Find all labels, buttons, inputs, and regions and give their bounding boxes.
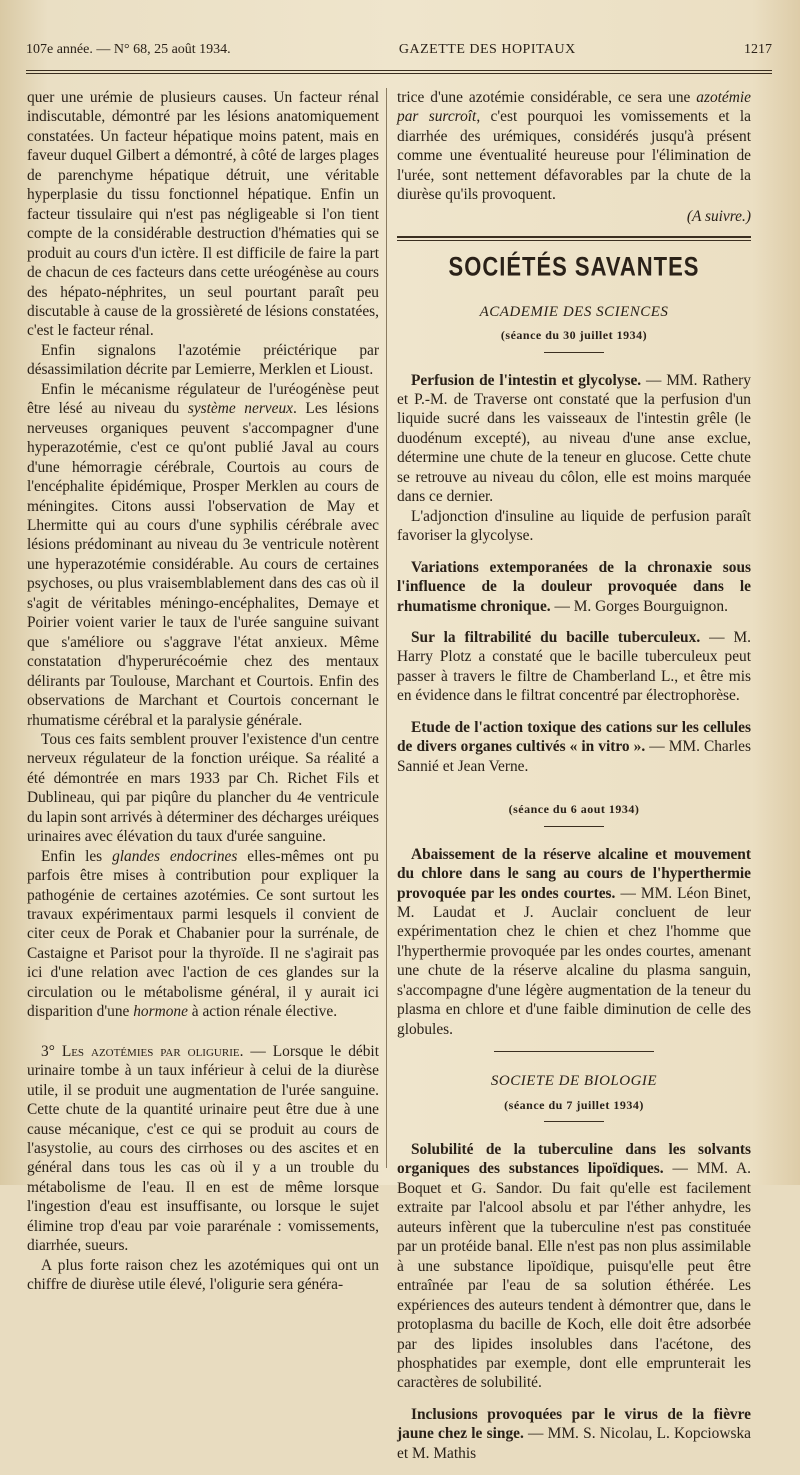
biologie-heading: SOCIETE DE BIOLOGIE — [490, 1073, 658, 1090]
column-divider — [386, 88, 387, 1168]
separator-rule — [494, 1051, 654, 1052]
report-entry: Perfusion de l'intestin et glycolyse. — MM. Rathery et P.-M. de Traverse ont constaté que la perfusion d'un liquide sucré dans les vaisseaux de l'intestin grêle (le duodénum excepté), au niveau d'une anse exclue, détermine une chute de la teneur en glucose. Cette chute se retrouve au niveau du côlon, elle est moins marquée dans ce dernier. — [397, 371, 751, 506]
report-entry: Etude de l'action toxique des cations sur les cellules de divers organes cultivés « in vitro ». — MM. Charles Sannié et Jean Verne. — [397, 718, 751, 775]
running-header — [26, 42, 772, 64]
seance-date: (séance du 30 juillet 1934) — [500, 328, 648, 343]
seance-date: (séance du 7 juillet 1934) — [504, 1097, 644, 1112]
report-entry: Sur la filtrabilité du bacille tuberculeux. — M. Harry Plotz a constaté que le bacille tuberculeux peut passer à travers le filtre de Chamberland L., et être mis en évidence dans le filtrat concentré par électrophorèse. — [397, 628, 751, 705]
header-rule — [26, 70, 772, 74]
report-entry: Abaissement de la réserve alcaline et mouvement du chlore dans le sang au cours de l'hyperthermie provoquée par les ondes courtes. — MM. Léon Binet, M. Laudat et J. Auclair concluent de leur expérimentation chez le chien et chez l'homme que l'hyperthermie provoquée par les ondes courtes, amenant une chute de la réserve alcaline du plasma sanguin, s'accompagne d'une légère augmentation de la teneur du plasma en chlore et d'une faible diminution de celle des globules. — [397, 845, 751, 1038]
report-entry-continued: L'adjonction d'insuline au liquide de perfusion paraît favoriser la glycolyse. — [397, 507, 751, 545]
report-entry: Inclusions provoquées par le virus de la fièvre jaune chez le singe. — MM. S. Nicolau, L. Kopciowska et M. Mathis — [397, 1405, 751, 1462]
paragraph: Enfin le mécanisme régulateur de l'uréogénèse peut être lésé au niveau du système nerveux. Les lésions nerveuses organiques peuvent s'accompagner d'une hyperazotémie, c'est ce qu'ont publié Javal au cours d'une hémorragie cérébrale, Courtois au cours de l'encéphalite épidémique, Prosper Merklen au cours de méningites. Citons aussi l'observation de May et Lhermitte qui au cours d'une syphilis cérébrale avec lésions prédominant au niveau du 3e ventricule notèrent une hyperazotémie considérable. Au cours de certaines psychoses, ou plus vraisemblablement dans des cas où il s'agit de véritables méningo-encéphalites, Demaye et Poirier voient varier le taux de l'urée sanguine suivant que s'améliore ou s'aggrave l'état anxieux. Même constatation d'hyperurécoémie chez des mentaux délirants par Toulouse, Marchant et Courtois. Enfin des observations de Marchant et Courtois concernant le rhumatisme cérébral et la paralysie générale. — [27, 380, 379, 729]
short-rule — [544, 1121, 604, 1122]
paragraph: A plus forte raison chez les azotémiques qui ont un chiffre de diurèse utile élevé, l'oligurie sera généra- — [27, 1256, 379, 1294]
academie-heading: ACADEMIE DES SCIENCES — [479, 303, 669, 320]
right-column — [397, 88, 751, 1475]
seance-date: (séance du 6 aout 1934) — [508, 802, 640, 817]
section-title: SOCIÉTÉS SAVANTES — [448, 251, 700, 282]
report-entry: Solubilité de la tuberculine dans les solvants organiques des substances lipoïdiques. — MM. A. Boquet et G. Sandor. Du fait qu'elle est facilement extraite par l'alcool absolu et par l'éther anhydre, les auteurs infèrent que la tuberculine n'est pas constituée par un protéide banal. Elle n'est pas non plus assimilable à une substance lipoïdique, puisqu'elle peut être entraînée par l'eau de sa solution éthérée. Les expériences des auteurs tendent à démontrer que, dans le protoplasma du bacille de Koch, elle doit être adsorbée par des lipides insolubles dans l'acétone, des phosphatides par exemple, dont elle emprunterait les caractères de solubilité. — [397, 1141, 751, 1392]
paragraph: 3° Les azotémies par oligurie. — Lorsque le débit urinaire tombe à un taux inférieur à celui de la diurèse utile, il se produit une augmentation de l'urée sanguine. Cette chute de la quantité urinaire peut être due à une cause mécanique, c'est ce qui se produit au cours de l'asystolie, au cours des cirrhoses ou des ascites et en général dans tous les cas où il y a un trouble du métabolisme de l'eau. Il en est de même lorsque l'ingestion d'eau est insuffisante, ou lorsque le sujet élimine trop d'eau par voie pararénale : vomissements, diarrhée, sueurs. — [27, 1042, 379, 1255]
short-rule — [544, 352, 604, 353]
report-entry: Variations extemporanées de la chronaxie sous l'influence de la douleur provoquée dans le rhumatisme chronique. — M. Gorges Bourguignon. — [397, 558, 751, 615]
left-column — [27, 88, 379, 1295]
paragraph: Enfin signalons l'azotémie préictérique par désassimilation décrite par Lemierre, Merklen et Lioust. — [27, 341, 379, 379]
short-rule — [544, 826, 604, 827]
page-number: 1217 — [744, 42, 772, 57]
paragraph: Enfin les glandes endocrines elles-mêmes ont pu parfois être mises à contribution pour expliquer la pathogénie de certaines azotémies. Ce sont surtout les travaux expérimentaux parmi lesquels il convient de citer ceux de Porak et Chabanier pour la surrénale, de Castaigne et Parisot pour la thyroïde. Il ne s'agirait pas ici d'une relation avec l'action de ces glandes sur la circulation ou le métabolisme général, il y aurait ici disparition d'une hormone à action rénale élective. — [27, 847, 379, 1021]
paragraph: quer une urémie de plusieurs causes. Un facteur rénal indiscutable, démontré par les lésions anatomiquement constatées. Un facteur hépatique moins patent, mais en faveur duquel Gilbert a démontré, à côté de larges plages de parenchyme hépatique détruit, une véritable hyperplasie du tissu fonctionnel hépatique. Enfin un facteur tissulaire qui n'est pas négligeable si l'on tient compte de la considérable destruction d'hématies qui se produit au cours d'un ictère. Il est difficile de faire la part de chacun de ces facteurs dans cette uréogénèse au cours des hépato-néphrites, un seul pourtant paraît peu discutable à cause de la grossièreté de lésions constatées, c'est le facteur rénal. — [27, 89, 379, 340]
paragraph: trice d'une azotémie considérable, ce sera une azotémie par surcroît, c'est pourquoi les vomissements et la diarrhée des urémiques, considérés jusqu'à présent comme une éventualité heureuse pour l'élimination de l'urée, sont nettement défavorables par la chute de la diurèse qu'ils provoquent. — [397, 89, 752, 204]
paragraph: Tous ces faits semblent prouver l'existence d'un centre nerveux régulateur de la fonction uréique. Sa réalité a été démontrée en mars 1933 par Ch. Richet Fils et Dublineau, qui par piqûre du plancher du 4e ventricule du lapin sont arrivés à déterminer des décharges uréiques urinaires avec élévation du taux d'urée sanguine. — [27, 730, 379, 846]
section-rule — [397, 236, 751, 241]
issue-info: 107e année. — N° 68, 25 août 1934. — [26, 42, 231, 57]
to-be-continued: (A suivre.) — [686, 207, 751, 225]
journal-title: GAZETTE DES HOPITAUX — [398, 42, 576, 57]
